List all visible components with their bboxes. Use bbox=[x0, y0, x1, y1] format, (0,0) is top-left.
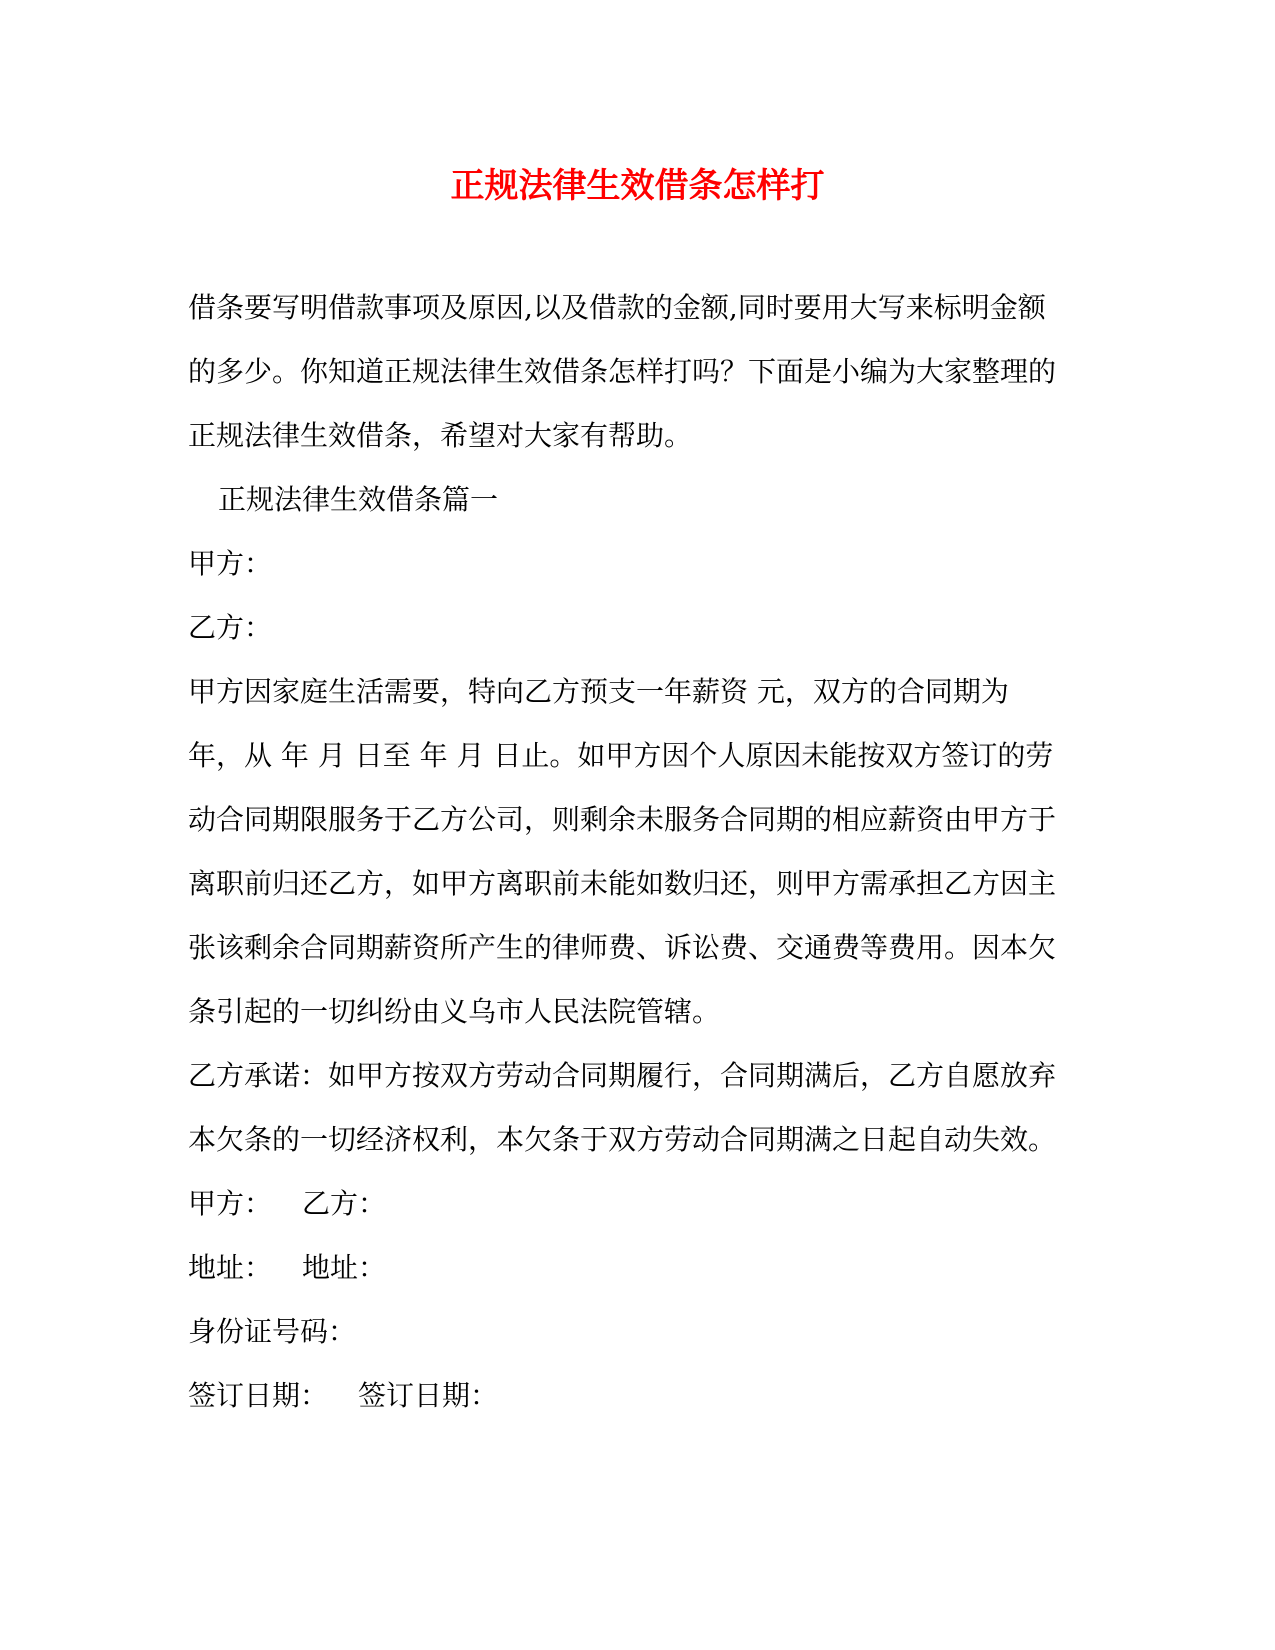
signature-date-row bbox=[188, 1364, 1070, 1428]
document-title: 正规法律生效借条怎样打 bbox=[450, 166, 825, 206]
signature-address-b: 地址： bbox=[302, 1251, 387, 1284]
document-body bbox=[188, 276, 1070, 1428]
terms-paragraph: 甲方因家庭生活需要，特向乙方预支一年薪资 元，双方的合同期为 年，从 年 月 日至 年 月 日止。如甲方因个人原因未能按双方签订的劳动合同期限服务于乙方公司，则剩余未服务合同期的相应薪资由甲方于离职前归还乙方，如甲方离职前未能如数归还，则甲方需承担乙方因主张该剩余合同期薪资所产生的律师费、诉讼费、交通费等费用。因本欠条引起的一切纠纷由义乌市人民法院管辖。 bbox=[188, 675, 1057, 1028]
signature-party-b: 乙方： bbox=[302, 1187, 387, 1220]
party-b-label: 乙方： bbox=[188, 611, 273, 644]
signature-address-a: 地址： bbox=[188, 1251, 273, 1284]
signature-parties-row bbox=[188, 1172, 1070, 1236]
section-heading: 正规法律生效借条篇一 bbox=[218, 483, 499, 516]
party-a-label: 甲方： bbox=[188, 547, 273, 580]
signature-date-a: 签订日期： bbox=[188, 1379, 329, 1412]
commitment-paragraph: 乙方承诺：如甲方按双方劳动合同期履行，合同期满后，乙方自愿放弃本欠条的一切经济权利，本欠条于双方劳动合同期满之日起自动失效。 bbox=[188, 1059, 1057, 1156]
signature-id-number: 身份证号码： bbox=[188, 1315, 357, 1348]
signature-address-row bbox=[188, 1236, 1070, 1300]
signature-date-b: 签订日期： bbox=[358, 1379, 499, 1412]
signature-party-a: 甲方： bbox=[188, 1187, 273, 1220]
intro-paragraph: 借条要写明借款事项及原因,以及借款的金额,同时要用大写来标明金额的多少。你知道正规法律生效借条怎样打吗？下面是小编为大家整理的正规法律生效借条，希望对大家有帮助。 bbox=[188, 291, 1057, 452]
